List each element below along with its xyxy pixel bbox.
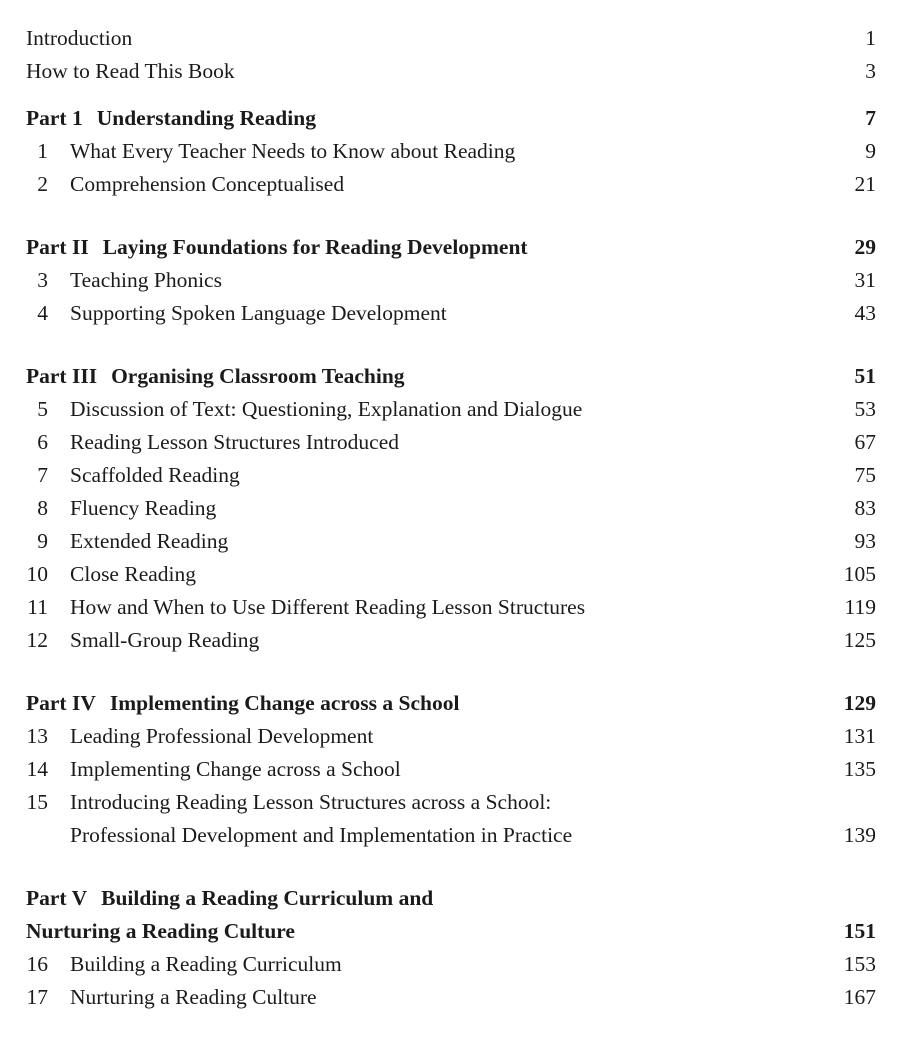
chapter-title: Fluency Reading [70, 496, 217, 520]
chapter-number: 12 [26, 628, 48, 652]
part-group-5 [26, 852, 876, 1014]
toc-chapter-2[interactable] [26, 168, 876, 201]
chapter-number: 3 [37, 268, 48, 292]
toc-chapter-14[interactable] [26, 753, 876, 786]
part-label: Part II [26, 235, 89, 259]
chapter-number: 4 [37, 301, 48, 325]
part-label: Part III [26, 364, 98, 388]
part-title: Implementing Change across a School [109, 691, 460, 715]
chapter-title-line2: Professional Development and Implementation in Practice [70, 823, 573, 847]
chapter-page: 83 [854, 496, 876, 520]
part-page: 151 [843, 919, 876, 943]
part-heading-1[interactable] [26, 102, 876, 135]
chapter-title: Teaching Phonics [70, 268, 222, 292]
chapter-title: Close Reading [70, 562, 196, 586]
chapter-title: Discussion of Text: Questioning, Explanation and Dialogue [70, 397, 583, 421]
part-heading-2[interactable] [26, 231, 876, 264]
chapter-page: 135 [843, 757, 876, 781]
part-group-3 [26, 330, 876, 657]
toc-chapter-9[interactable] [26, 525, 876, 558]
chapter-title: Scaffolded Reading [70, 463, 240, 487]
toc-entry-title: How to Read This Book [26, 59, 235, 83]
chapter-page: 105 [843, 562, 876, 586]
chapter-title: Small-Group Reading [70, 628, 260, 652]
chapter-number: 7 [37, 463, 48, 487]
part-heading-3[interactable] [26, 360, 876, 393]
toc-chapter-10[interactable] [26, 558, 876, 591]
part-title: Laying Foundations for Reading Development [102, 235, 528, 259]
part-page: 129 [843, 691, 876, 715]
chapter-number: 16 [26, 952, 48, 976]
chapter-page: 75 [854, 463, 876, 487]
chapter-number: 15 [26, 790, 48, 814]
chapter-title: Extended Reading [70, 529, 229, 553]
part-group-4 [26, 657, 876, 852]
chapter-page: 53 [854, 397, 876, 421]
chapter-number: 11 [27, 595, 48, 619]
part-title-line2: Nurturing a Reading Culture [26, 919, 295, 943]
toc-chapter-1[interactable] [26, 135, 876, 168]
chapter-number: 6 [37, 430, 48, 454]
part-spacer [26, 852, 876, 868]
chapter-page: 119 [844, 595, 876, 619]
toc-chapter-13[interactable] [26, 720, 876, 753]
chapter-page: 43 [854, 301, 876, 325]
part-title: Building a Reading Curriculum and [101, 886, 434, 910]
toc-chapter-15-continuation[interactable] [26, 819, 876, 852]
part-heading-4[interactable] [26, 687, 876, 720]
toc-entry-introduction[interactable] [26, 22, 876, 55]
chapter-number: 2 [37, 172, 48, 196]
chapter-number: 14 [26, 757, 48, 781]
toc-chapter-11[interactable] [26, 591, 876, 624]
chapter-page: 153 [843, 952, 876, 976]
part-page: 51 [854, 364, 876, 388]
part-title: Understanding Reading [96, 106, 316, 130]
chapter-page: 93 [854, 529, 876, 553]
chapter-title: Building a Reading Curriculum [70, 952, 342, 976]
part-group-2 [26, 201, 876, 330]
toc-chapter-12[interactable] [26, 624, 876, 657]
part-label: Part 1 [26, 106, 83, 130]
part-heading-5[interactable] [26, 882, 876, 915]
chapter-number: 10 [26, 562, 48, 586]
part-label: Part V [26, 886, 88, 910]
chapter-page: 125 [843, 628, 876, 652]
toc-chapter-17[interactable] [26, 981, 876, 1014]
chapter-title: Implementing Change across a School [70, 757, 401, 781]
toc-chapter-8[interactable] [26, 492, 876, 525]
part-group-1 [26, 102, 876, 201]
toc-entry-how-to-read-this-book[interactable] [26, 55, 876, 88]
chapter-number: 8 [37, 496, 48, 520]
toc-chapter-4[interactable] [26, 297, 876, 330]
chapter-title: Introducing Reading Lesson Structures across a School: [70, 790, 552, 814]
chapter-page: 139 [843, 823, 876, 847]
part-heading-5-continuation[interactable] [26, 915, 876, 948]
chapter-page: 31 [854, 268, 876, 292]
chapter-number: 13 [26, 724, 48, 748]
toc-chapter-15[interactable] [26, 786, 876, 819]
toc-chapter-7[interactable] [26, 459, 876, 492]
part-page: 7 [865, 106, 876, 130]
part-spacer [26, 657, 876, 673]
toc-chapter-5[interactable] [26, 393, 876, 426]
part-title: Organising Classroom Teaching [111, 364, 405, 388]
toc-entry-page: 1 [865, 26, 876, 50]
part-page: 29 [854, 235, 876, 259]
front-matter-group [26, 22, 876, 88]
toc-entry-page: 3 [865, 59, 876, 83]
chapter-page: 9 [865, 139, 876, 163]
part-spacer [26, 330, 876, 346]
chapter-number: 17 [26, 985, 48, 1009]
chapter-title: Nurturing a Reading Culture [70, 985, 317, 1009]
part-label: Part IV [26, 691, 96, 715]
chapter-page: 67 [854, 430, 876, 454]
chapter-title: Leading Professional Development [70, 724, 374, 748]
chapter-title: Supporting Spoken Language Development [70, 301, 447, 325]
chapter-number: 9 [37, 529, 48, 553]
chapter-title: Comprehension Conceptualised [70, 172, 345, 196]
chapter-number: 1 [37, 139, 48, 163]
chapter-number: 5 [37, 397, 48, 421]
chapter-title: Reading Lesson Structures Introduced [70, 430, 399, 454]
toc-entry-title: Introduction [26, 26, 133, 50]
chapter-page: 167 [843, 985, 876, 1009]
toc-chapter-16[interactable] [26, 948, 876, 981]
chapter-title: What Every Teacher Needs to Know about Reading [70, 139, 516, 163]
toc-chapter-6[interactable] [26, 426, 876, 459]
part-spacer [26, 201, 876, 217]
chapter-page: 21 [854, 172, 876, 196]
chapter-title: How and When to Use Different Reading Lesson Structures [70, 595, 586, 619]
chapter-page: 131 [843, 724, 876, 748]
toc-chapter-3[interactable] [26, 264, 876, 297]
